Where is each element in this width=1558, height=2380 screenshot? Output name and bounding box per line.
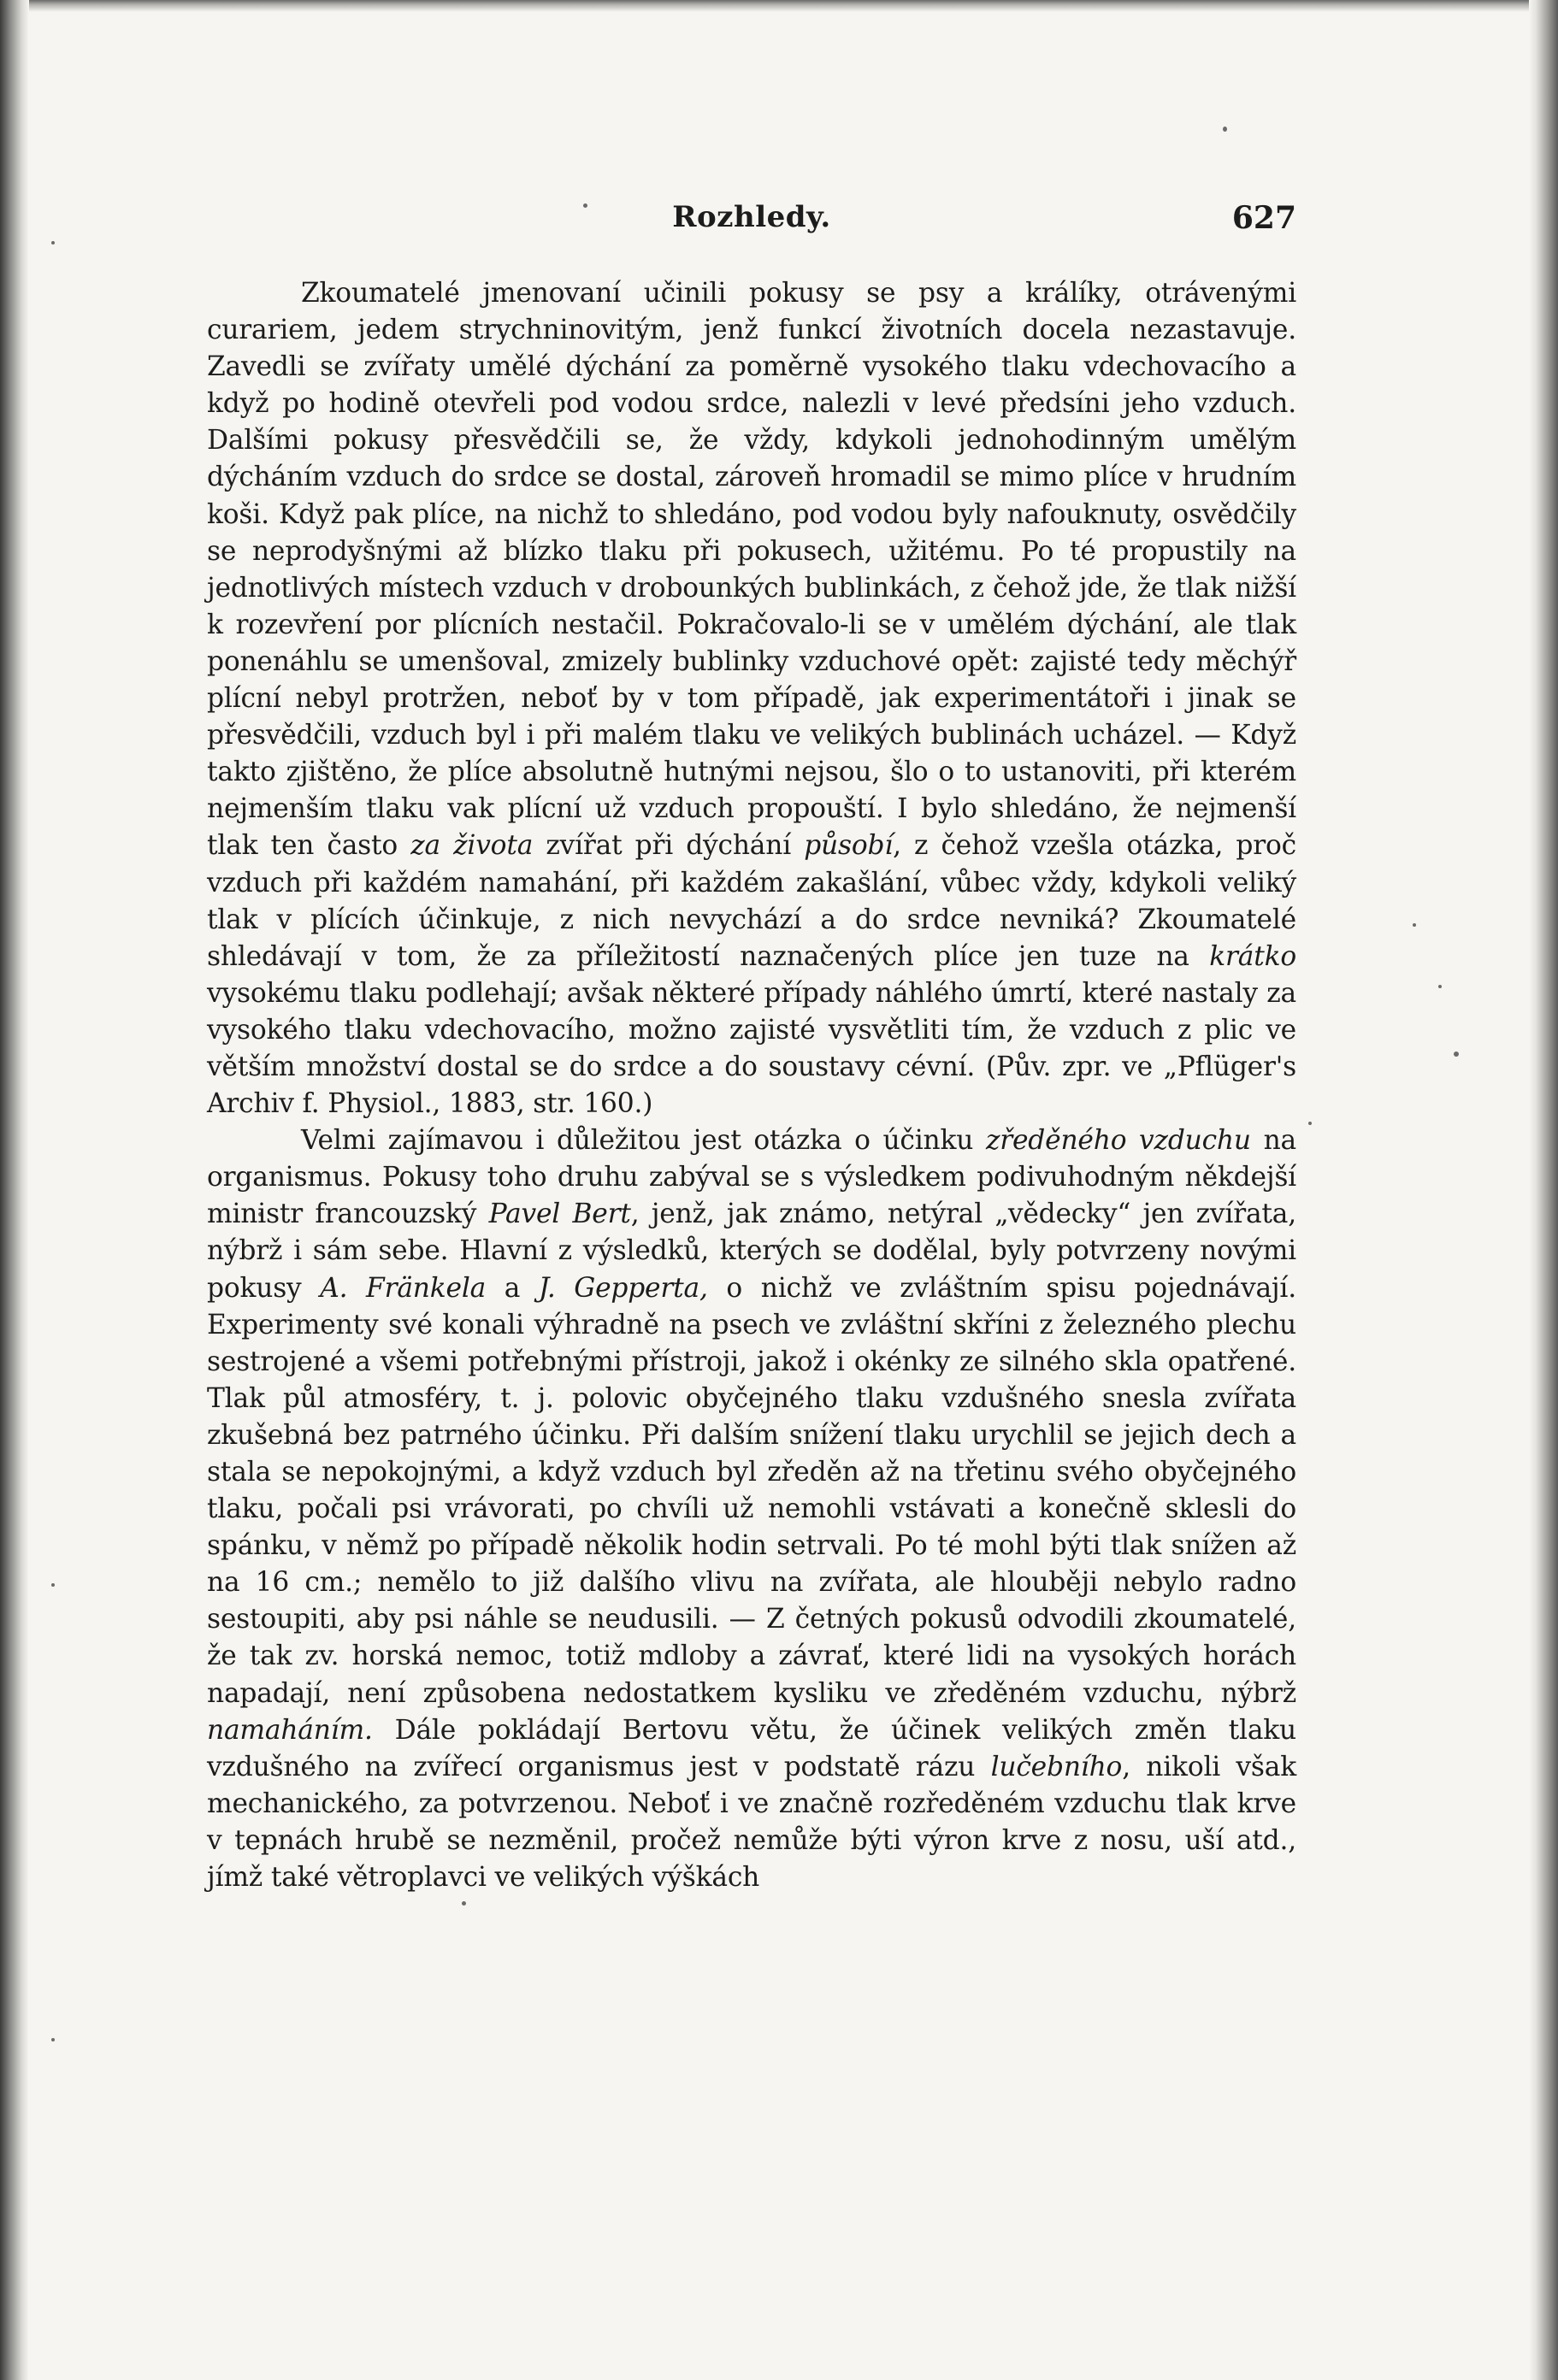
scan-speck: [51, 1583, 55, 1587]
text-run: , nikoli však mechanického, za potvrzenou. Neboť i ve značně rozředěném vzduchu tlak krve v tepnách hrubě se nezměnil, pročež nemůže býti výron krve z nosu, uší atd., jímž také větroplavci ve velikých výškách: [207, 1751, 1296, 1894]
text-run: Dále pokládají Bertovu větu, že účinek velikých změn tlaku vzdušného na zvířecí organismus jest v podstatě rázu: [207, 1714, 1296, 1782]
scan-speck: [1438, 985, 1442, 988]
scan-top-edge: [0, 0, 1558, 12]
page-header: [207, 193, 1296, 244]
scan-speck: [1454, 1052, 1459, 1057]
scan-speck: [1413, 923, 1416, 927]
scan-left-edge: [0, 0, 29, 2380]
paragraph-1: [207, 275, 1296, 1122]
italic-run: J. Gepperta,: [538, 1272, 708, 1304]
scan-speck: [51, 2038, 55, 2041]
italic-run: Pavel Bert: [488, 1199, 631, 1230]
text-run: na organismus. Pokusy toho druhu zabýval se s výsledkem podivuhodným někdejší ministr francouzský: [207, 1125, 1296, 1230]
text-run: , z čehož vzešla otázka, proč vzduch při každém namahání, při každém zakašlání, vůbec vždy, kdykoli veliký tlak v plících účinkuje, z nich nevychází a do srdce nevniká? Zkoumatelé shledávají v tom, že za příležitostí naznačených plíce jen tuze na: [207, 830, 1297, 972]
italic-run: A. Fränkela: [320, 1272, 487, 1304]
italic-run: působí: [804, 830, 894, 862]
paragraph-2: [207, 1122, 1296, 1896]
text-run: Zkoumatelé jmenovaní učinili pokusy se psy a králíky, otrávenými curariem, jedem strychninovitým, jenž funkcí životních docela nezastavuje. Zavedli se zvířaty umělé dýchání za poměrně vysokého tlaku vdechovacího a když po hodině otevřeli pod vodou srdce, nalezli v levé předsíni jeho vzduch. Dalšími pokusy přesvědčili se, že vždy, kdykoli jednohodinným umělým dýcháním vzduch do srdce se dostal, zároveň hromadil se mimo plíce v hrudním koši. Když pak plíce, na nichž to shledáno, pod vodou byly nafouknuty, osvědčily se neprodyšnými až blízko tlaku při pokusech, užitému. Po té propustily na jednotlivých místech vzduch v drobounkých bublinkách, z čehož jde, že tlak nižší k rozevření por plícních nestačil. Pokračovalo-li se v umělém dýchání, ale tlak ponenáhlu se umenšoval, zmizely bublinky vzduchové opět: zajisté tedy měchýř plícní nebyl protržen, neboť by v tom případě, jak experimentátoři i jinak se přesvědčili, vzduch byl i při malém tlaku ve velikých bublinách ucházel. — Když takto zjištěno, že plíce absolutně hutnými nejsou, šlo o to ustanoviti, při kterém nejmenším tlaku vak plícní už vzduch propouští. I bylo shledáno, že nejmenší tlak ten často: [207, 278, 1296, 862]
text-run: Velmi zajímavou i důležitou jest otázka o účinku: [301, 1125, 986, 1157]
scan-speck: [1223, 127, 1227, 132]
italic-run: krátko: [1209, 940, 1296, 972]
italic-run: lučebního: [990, 1751, 1123, 1782]
running-title: Rozhledy.: [672, 200, 831, 234]
scan-speck: [462, 1901, 466, 1906]
text-run: zvířat při dýchání: [533, 830, 805, 862]
scan-speck: [1308, 1122, 1312, 1125]
body-text: [207, 275, 1296, 1896]
scan-speck: [51, 241, 55, 244]
text-run: o nichž ve zvláštním spisu pojednávají. Experimenty své konali výhradně na psech ve zvláštní skříni z železného plechu sestrojené a všemi potřebnými přístroji, jakož i okénky ze silného skla opatřené. Tlak půl atmosféry, t. j. polovic obyčejného tlaku vzdušného snesla zvířata zkušebná bez patrného účinku. Při dalším snížení tlaku urychlil se jejich dech a stala se nepokojnými, a když vzduch byl zředěn až na třetinu svého obyčejného tlaku, počali psi vrávorati, po chvíli už nemohli vstávati a konečně sklesli do spánku, v němž po případě několik hodin setrvali. Po té mohl býti tlak snížen až na 16 cm.; nemělo to již dalšího vlivu na zvířata, ale hlouběji nebylo radno sestoupiti, aby psi náhle se neudusili. — Z četných pokusů odvodili zkoumatelé, že tak zv. horská nemoc, totiž mdloby a závrať, které lidi na vysokých horách napadají, není způsobena nedostatkem kysliku ve zředěném vzduchu, nýbrž: [207, 1272, 1296, 1709]
italic-run: za života: [410, 830, 534, 862]
italic-run: zředěného vzduchu: [985, 1125, 1251, 1157]
italic-run: namaháním.: [207, 1714, 373, 1746]
page-number: 627: [1231, 200, 1296, 236]
text-run: a: [486, 1272, 539, 1304]
scan-right-edge: [1529, 0, 1558, 2380]
text-run: , jenž, jak známo, netýral „vědecky“ jen zvířata, nýbrž i sám sebe. Hlavní z výsledků, kterých se dodělal, byly potvrzeny novými pokusy: [207, 1199, 1296, 1304]
text-run: vysokému tlaku podlehají; avšak některé případy náhlého úmrtí, které nastaly za vysokého tlaku vdechovacího, možno zajisté vysvětliti tím, že vzduch z plic ve větším množství dostal se do srdce a do soustavy cévní. (Pův. zpr. ve „Pflüger's Archiv f. Physiol., 1883, str. 160.): [207, 977, 1296, 1120]
